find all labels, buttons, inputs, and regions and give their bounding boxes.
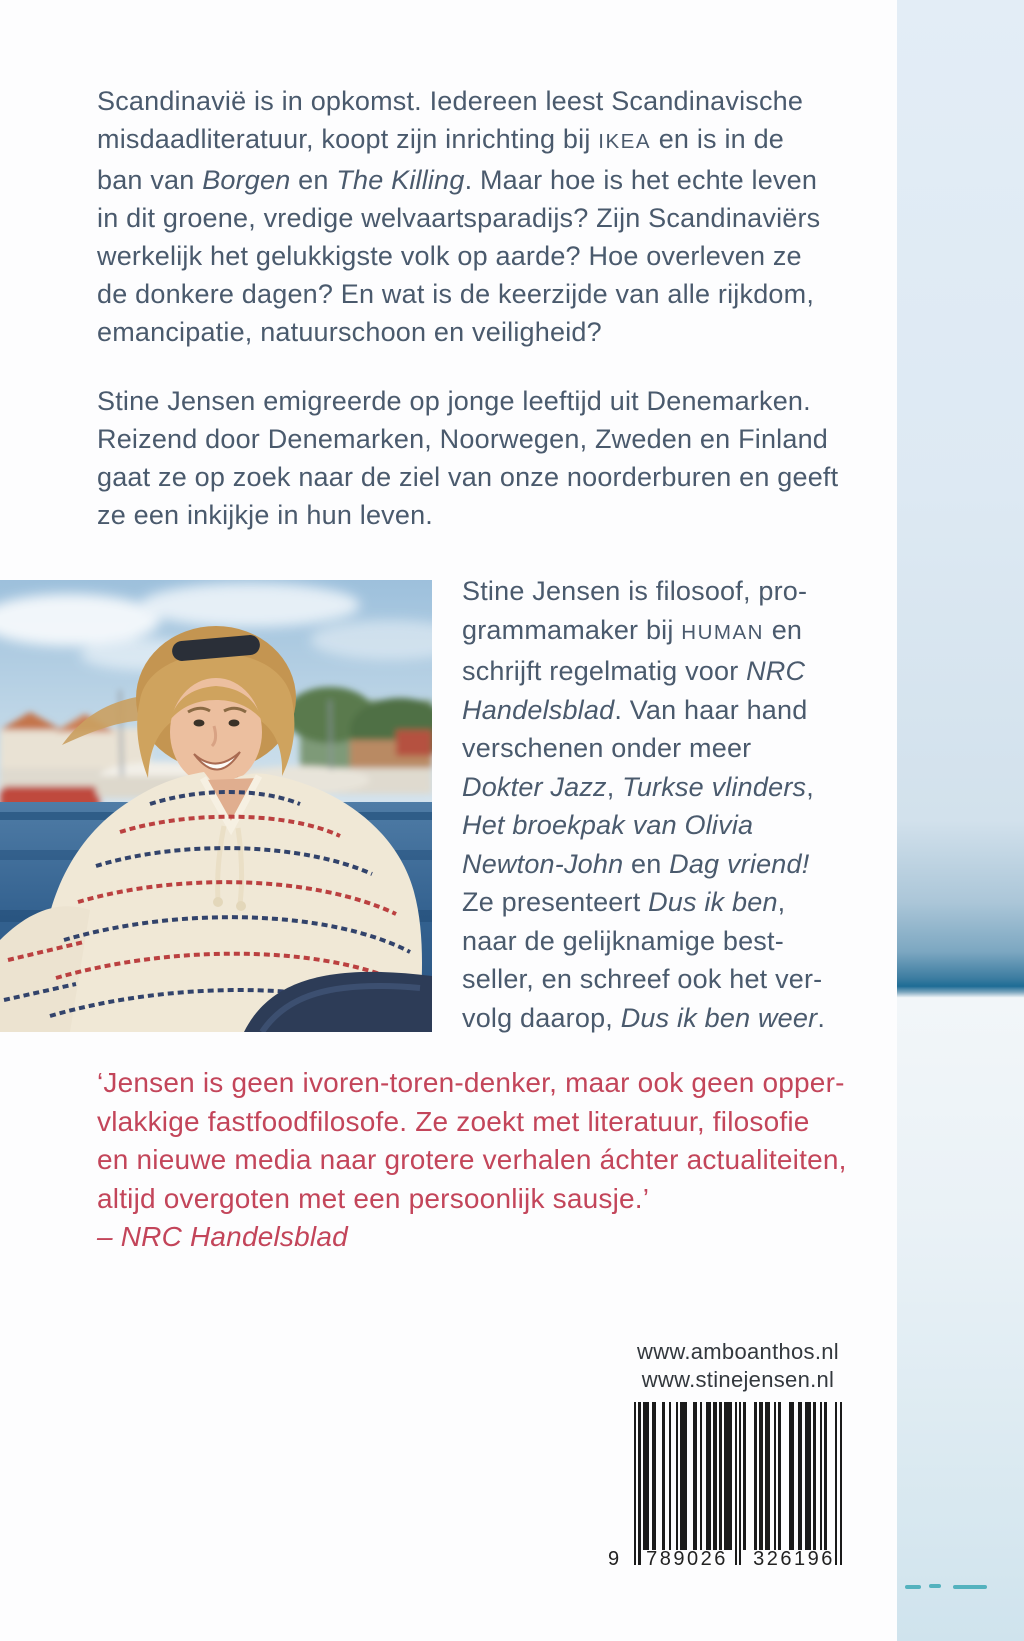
cover-edge-strip	[897, 0, 1024, 1641]
publisher-website: www.amboanthos.nl	[637, 1339, 839, 1364]
barcode-digits-right: 326196	[753, 1548, 835, 1570]
author-bio: Stine Jensen is filosoof, pro- grammamaker bij HUMAN en schrijft regelmatig voor NRC Handelsblad. Van haar hand verschenen onder meer Dokter Jazz, Turkse vlinders, Het broekpak van Olivia Newton-John en Dag vriend! Ze presenteert Dus ik ben, naar de gelijknamige best- seller, en schreef ook het ver- volg daarop, Dus ik ben weer.	[462, 576, 826, 1033]
travel-paragraph: Stine Jensen emigreerde op jonge leeftijd uit Denemarken. Reizend door Denemarken, Noorwegen, Zweden en Finland gaat ze op zoek naar de ziel van onze noorderburen en geeft ze een inkijkje in hun leven.	[97, 386, 839, 530]
author-website: www.stinejensen.nl	[641, 1367, 835, 1392]
isbn-barcode	[608, 1402, 846, 1582]
review-quote	[97, 1064, 847, 1257]
edge-detail-dash	[905, 1585, 921, 1589]
intro-paragraph: Scandinavië is in opkomst. Iedereen leest Scandinavische misdaadliteratuur, koopt zijn inrichting bij IKEA en is in de ban van Borgen en The Killing. Maar hoe is het echte leven in dit groene, vredige welvaartsparadijs? Zijn Scandinaviërs werkelijk het gelukkigste volk op aarde? Hoe overleven ze de donkere dagen? En wat is de keerzijde van alle rijkdom, emancipatie, natuurschoon en veiligheid?	[97, 86, 821, 347]
footer-websites	[613, 1338, 863, 1394]
edge-detail-dash	[953, 1585, 987, 1589]
barcode-digit-lead: 9	[608, 1548, 620, 1570]
review-quote-text: ‘Jensen is geen ivoren-toren-denker, maar ook geen opper- vlakkige fastfoodfilosofe. Ze zoekt met literatuur, filosofie en nieuwe media naar grotere verhalen áchter actualiteiten, altijd overgoten met een persoonlijk sausje.’	[97, 1067, 847, 1214]
edge-detail-dash	[929, 1584, 941, 1588]
review-quote-attribution: – NRC Handelsblad	[97, 1221, 348, 1252]
author-photo	[0, 580, 432, 1032]
barcode-digits-left: 789026	[646, 1548, 728, 1570]
barcode-bars	[634, 1402, 846, 1565]
